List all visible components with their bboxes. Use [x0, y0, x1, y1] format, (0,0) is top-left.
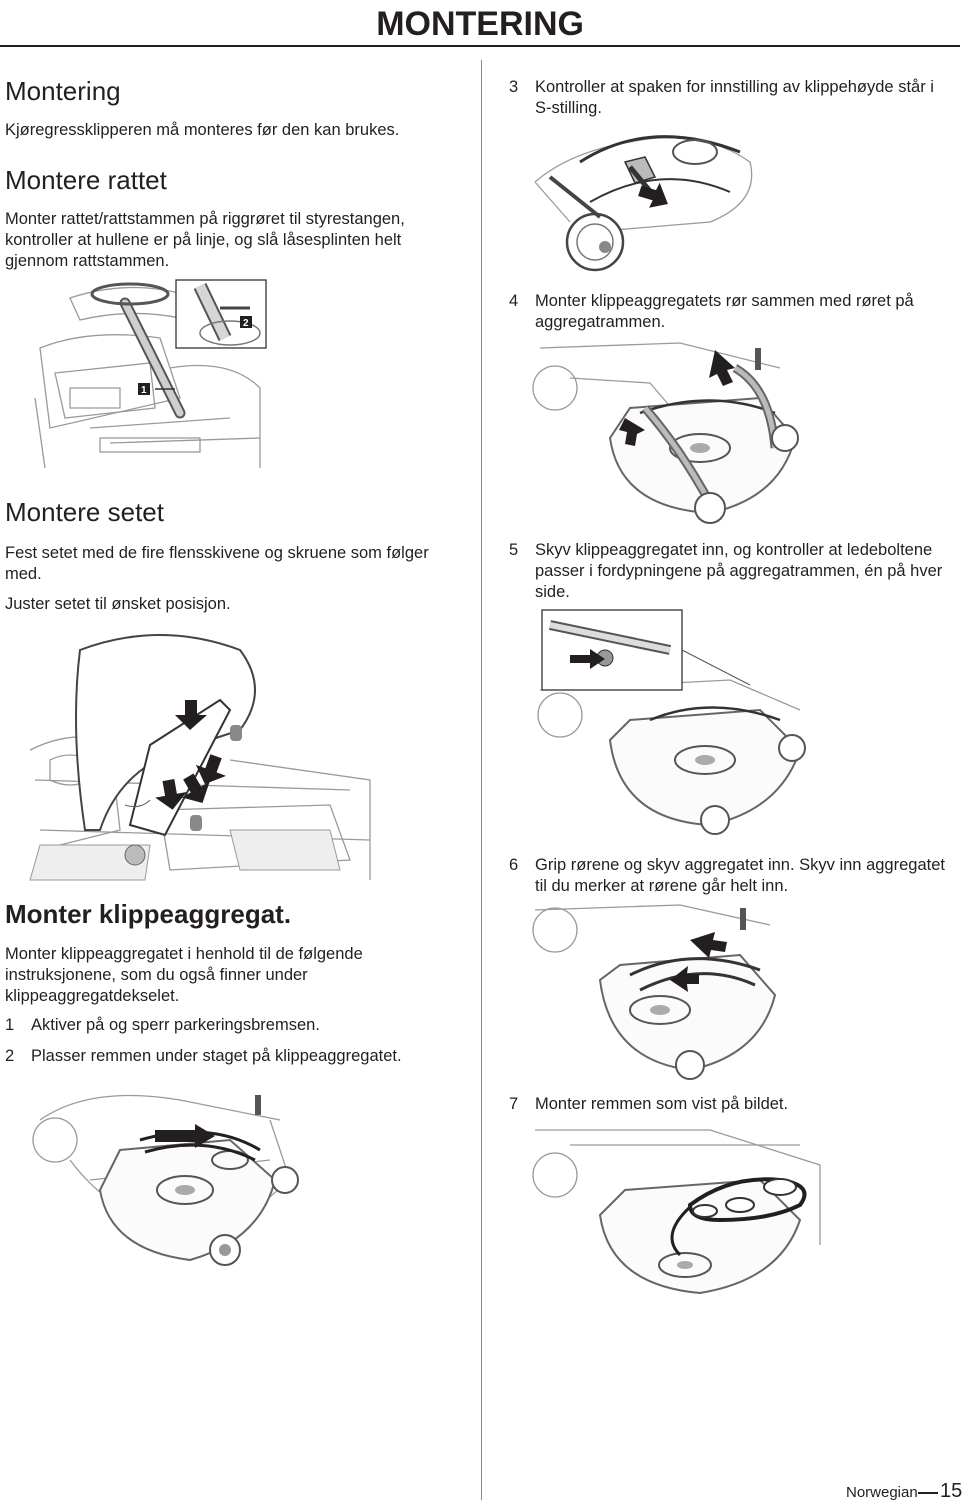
figure-belt-under-stay: [30, 1080, 310, 1280]
page-number: 15: [940, 1480, 962, 1502]
montering-text: Kjøregressklipperen må monteres før den kan brukes.: [5, 121, 400, 139]
heading-montere-setet: Montere setet: [5, 497, 164, 527]
figure-steering-assembly: [30, 278, 270, 470]
figure-height-lever: [530, 122, 760, 282]
step-5: 5 Skyv klippeaggregatet inn, og kontroller at ledeboltene passer i fordypningene på aggregatrammen, én på hver side.: [509, 541, 943, 601]
footer-separator: [918, 1492, 938, 1494]
column-divider: [481, 60, 482, 1500]
setet-text-2: Juster setet til ønsket posisjon.: [5, 595, 231, 613]
setet-text-1: Fest setet med de fire flensskivene og skruene som følger med.: [5, 544, 429, 583]
heading-montere-rattet: Montere rattet: [5, 165, 167, 195]
figure-slide-deck-in: [530, 610, 810, 838]
callout-1: 1: [141, 385, 147, 396]
figure-grip-tubes: [530, 900, 780, 1080]
step-1: 1 Aktiver på og sperr parkeringsbremsen.: [5, 1016, 320, 1034]
figure-tube-assembly: [530, 338, 810, 528]
step-4: 4 Monter klippeaggregatets rør sammen med røret på aggregatrammen.: [509, 292, 914, 331]
rattet-text: Monter rattet/rattstammen på riggrøret til styrestangen, kontroller at hullene er på linje, og slå låsesplinten helt gjennom rattstammen.: [5, 210, 405, 270]
heading-montering: Montering: [5, 76, 121, 106]
step-2: 2 Plasser remmen under staget på klippeaggregatet.: [5, 1047, 402, 1065]
callout-2: 2: [243, 318, 249, 329]
footer-language: Norwegian: [846, 1484, 918, 1501]
page-title: MONTERING: [376, 5, 584, 43]
header-rule: [0, 45, 960, 47]
step-6: 6 Grip rørene og skyv aggregatet inn. Skyv inn aggregatet til du merker at rørene går helt inn.: [509, 856, 945, 895]
klippeaggregat-text: Monter klippeaggregatet i henhold til de følgende instruksjonene, som du også finner under klippeaggregatdekselet.: [5, 945, 363, 1005]
figure-seat-mounting: [30, 630, 375, 880]
step-3: 3 Kontroller at spaken for innstilling av klippehøyde står i S-stilling.: [509, 78, 934, 117]
figure-belt-routing: [530, 1125, 830, 1295]
step-7: 7 Monter remmen som vist på bildet.: [509, 1095, 789, 1113]
heading-monter-klippeaggregat: Monter klippeaggregat.: [5, 899, 292, 929]
